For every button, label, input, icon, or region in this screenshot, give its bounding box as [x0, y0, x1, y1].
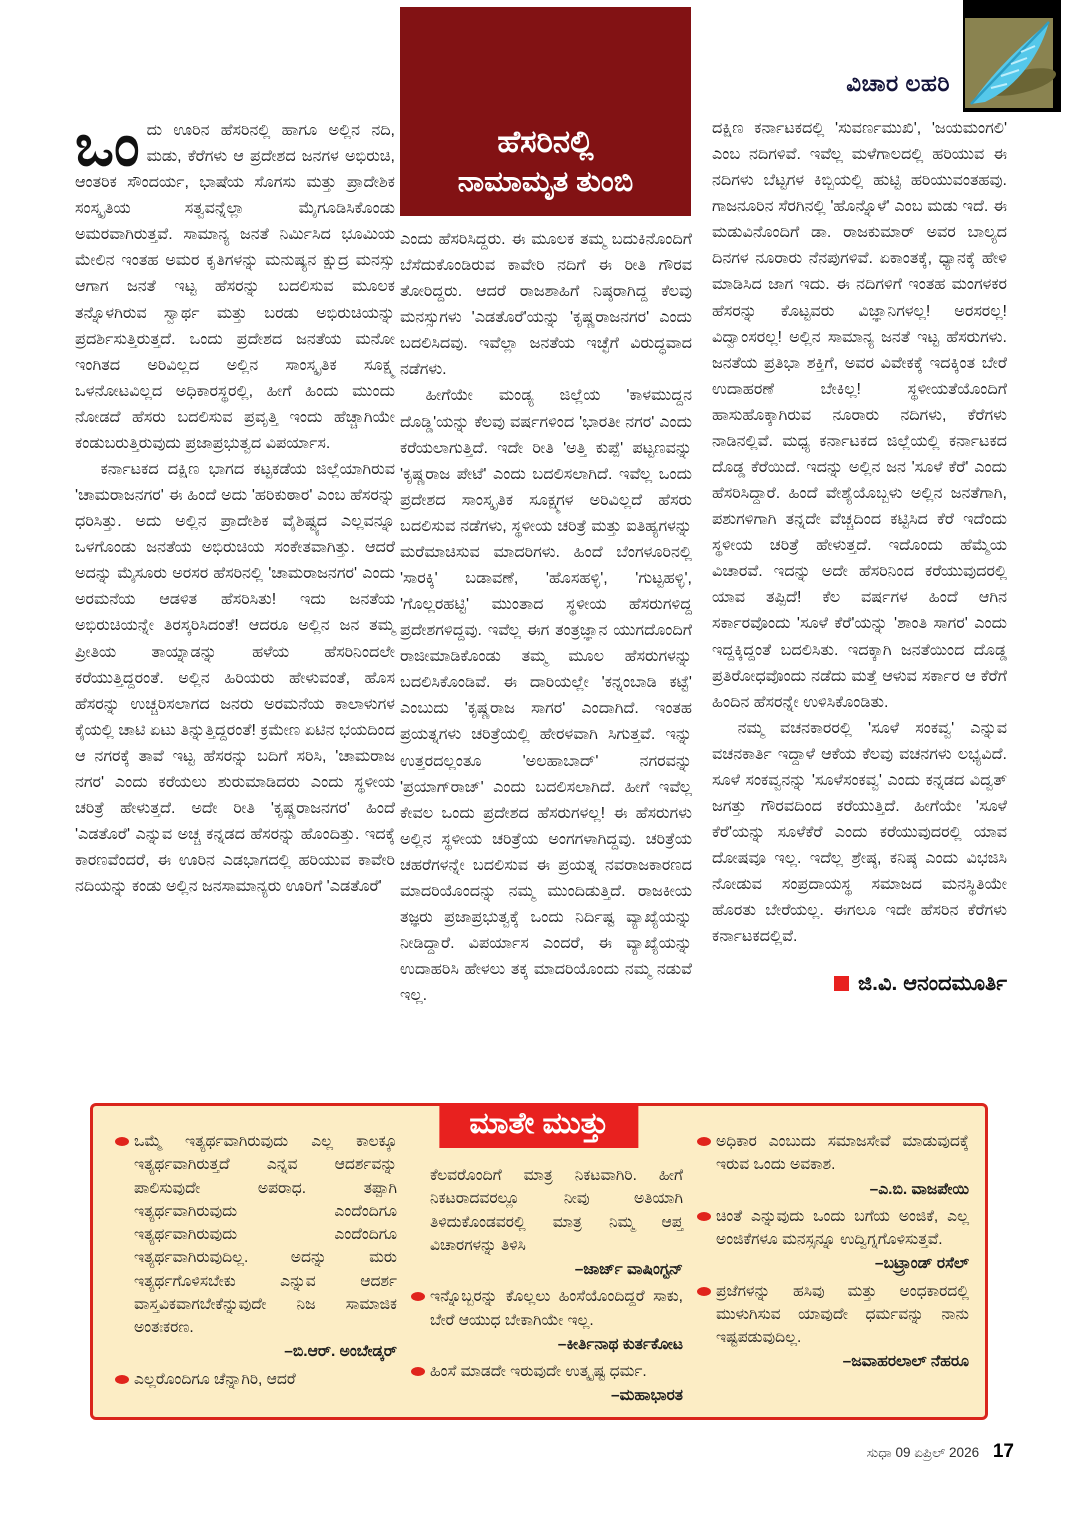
quote-item [697, 1280, 969, 1374]
article-title-line2: ನಾಮಾಮೃತ ತುಂಬಿ [457, 165, 634, 198]
issue-date: 09 ಏಪ್ರಿಲ್ 2026 [895, 1445, 980, 1460]
quote-text: ಹಿಂಸೆ ಮಾಡದೇ ಇರುವುದೇ ಉತ್ಕೃಷ್ಟ ಧರ್ಮ. [430, 1363, 647, 1380]
quote-item [115, 1368, 397, 1391]
article-column-1 [75, 113, 395, 900]
article-title-box [400, 7, 691, 216]
quote-attribution: –ಜಾರ್ಜ್ ವಾಷಿಂಗ್ಟನ್ [574, 1261, 683, 1278]
article-title-line1: ಹೆಸರಿನಲ್ಲಿ [497, 124, 594, 160]
paragraph [75, 113, 395, 457]
quote-text: ಒಮ್ಮೆ ಇತ್ಯರ್ಥವಾಗಿರುವುದು ಎಲ್ಲ ಕಾಲಕ್ಕೂ ಇತ್ಯರ್ಥವಾಗಿರುತ್ತದೆ ಎನ್ನವ ಆದರ್ಶವನ್ನು ಪಾಲಿಸುವುದೇ ಅಪರಾಧ. ತಪ್ಪಾಗಿ ಇತ್ಯರ್ಥವಾಗಿರುವುದು ಎಂದೆಂದಿಗೂ ಇತ್ಯರ್ಥವಾಗಿರುವುದು ಎಂದೆಂದಿಗೂ ಇತ್ಯರ್ಥವಾಗಿರುವುದಿಲ್ಲ. ಅದನ್ನು ಮರು ಇತ್ಯರ್ಥಗೊಳಿಸಬೇಕು ಎನ್ನುವ ಆದರ್ಶ ವಾಸ್ತವಿಕವಾಗಬೇಕೆನ್ನುವುದೇ ನಿಜ ಸಾಮಾಜಿಕ ಅಂತಃಕರಣ. [134, 1133, 397, 1336]
bullet-icon [115, 1137, 129, 1146]
page-footer [867, 1441, 1014, 1463]
quill-feather-icon [965, 18, 1053, 108]
byline-square-icon [834, 976, 849, 991]
quotes-column-2 [411, 1106, 683, 1412]
quote-attribution: –ಬಟ್ರ್ರಾಂಡ್ ರಸೆಲ್ [874, 1255, 969, 1273]
article-column-3 [712, 116, 1007, 1001]
drop-cap: ಒಂ [75, 113, 140, 178]
quote-item [697, 1130, 969, 1201]
quote-text: ಅಧಿಕಾರ ಎಂಬುದು ಸಮಾಜಸೇವೆ ಮಾಡುವುದಕ್ಕೆ ಇರುವ ಒಂದು ಅವಕಾಶ. [716, 1133, 969, 1174]
paragraph: ದಕ್ಷಿಣ ಕರ್ನಾಟಕದಲ್ಲಿ 'ಸುವರ್ಣಮುಖಿ', 'ಜಯಮಂಗಲಿ' ಎಂಬ ನದಿಗಳಿವೆ. ಇವೆಲ್ಲ ಮಳೆಗಾಲದಲ್ಲಿ ಹರಿಯುವ ಈ ನದಿಗಳು ಬೆಟ್ಟಗಳ ಕಿಬ್ಬಿಯಲ್ಲಿ ಹುಟ್ಟಿ ಹರಿಯುವಂತಹವು. ಗಾಜನೂರಿನ ಸೆರಗಿನಲ್ಲಿ 'ಹೊನ್ನೊಳೆ' ಎಂಬ ಮಡು ಇದೆ. ಈ ಮಡುವಿನೊಂದಿಗೆ ಡಾ. ರಾಜಕುಮಾರ್ ಅವರ ಬಾಲ್ಯದ ದಿನಗಳ ನೂರಾರು ನೆನಪುಗಳಿವೆ. ಏಕಾಂತಕ್ಕೆ, ಧ್ಯಾನಕ್ಕೆ ಹೇಳಿ ಮಾಡಿಸಿದ ಜಾಗ ಇದು. ಈ ನದಿಗಳಿಗೆ ಇಂತಹ ಮಂಗಳಕರ ಹೆಸರನ್ನು ಕೊಟ್ಟವರು ವಿಜ್ಞಾನಿಗಳಲ್ಲ! ಅರಸರಲ್ಲ! ವಿದ್ವಾಂಸರಲ್ಲ! ಅಲ್ಲಿನ ಸಾಮಾನ್ಯ ಜನತೆ ಇಟ್ಟ ಹೆಸರುಗಳು. ಜನತೆಯ ಪ್ರತಿಭಾ ಶಕ್ತಿಗೆ, ಅವರ ವಿವೇಕಕ್ಕೆ ಇದಕ್ಕಿಂತ ಬೇರೆ ಉದಾಹರಣೆ ಬೇಕಿಲ್ಲ! ಸ್ಥಳೀಯತೆಯೊಂದಿಗೆ ಹಾಸುಹೊಕ್ಕಾಗಿರುವ ನೂರಾರು ನದಿಗಳು, ಕೆರೆಗಳು ನಾಡಿನಲ್ಲಿವೆ. ಮಧ್ಯ ಕರ್ನಾಟಕದ ಜಿಲ್ಲೆಯಲ್ಲಿ ಕರ್ನಾಟಕದ ದೊಡ್ಡ ಕೆರೆಯಿದೆ. ಇದನ್ನು ಅಲ್ಲಿನ ಜನ 'ಸೂಳೆ ಕೆರೆ' ಎಂದು ಹೆಸರಿಸಿದ್ದಾರೆ. ಹಿಂದೆ ವೇಶ್ಯೆಯೊಬ್ಬಳು ಅಲ್ಲಿನ ಜನತೆಗಾಗಿ, ಪಶುಗಳಿಗಾಗಿ ತನ್ನದೇ ವೆಚ್ಚದಿಂದ ಕಟ್ಟಿಸಿದ ಕೆರೆ ಇದೆಂದು ಸ್ಥಳೀಯ ಚರಿತ್ರೆ ಹೇಳುತ್ತದೆ. ಇದೊಂದು ಹೆಮ್ಮೆಯ ವಿಚಾರವೆ. ಇದನ್ನು ಅದೇ ಹೆಸರಿನಿಂದ ಕರೆಯುವುದರಲ್ಲಿ ಯಾವ ತಪ್ಪಿದೆ! ಕೆಲ ವರ್ಷಗಳ ಹಿಂದೆ ಆಗಿನ ಸರ್ಕಾರವೊಂದು 'ಸೂಳೆ ಕೆರೆ'ಯನ್ನು 'ಶಾಂತಿ ಸಾಗರ' ಎಂದು ಇದ್ದಕ್ಕಿದ್ದಂತೆ ಬದಲಿಸಿತು. ಇದಕ್ಕಾಗಿ ಜನತೆಯಿಂದ ದೊಡ್ಡ ಪ್ರತಿರೋಧವೊಂದು ನಡೆದು ಮತ್ತೆ ಆಳುವ ಸರ್ಕಾರ ಆ ಕೆರೆಗೆ ಹಿಂದಿನ ಹೆಸರನ್ನೇ ಉಳಿಸಿಕೊಂಡಿತು. [712, 120, 1007, 711]
quotes-column-3 [697, 1106, 969, 1378]
quote-text: ಚಿಂತೆ ಎನ್ನುವುದು ಒಂದು ಬಗೆಯ ಅಂಜಿಕೆ, ಎಲ್ಲ ಅಂಜಿಕೆಗಳೂ ಮನಸ್ಸನ್ನೂ ಉದ್ವಿಗ್ನಗೊಳಿಸುತ್ತವೆ. [716, 1207, 969, 1248]
quote-item [411, 1285, 683, 1356]
quote-attribution: –ಬಿ.ಆರ್. ಅಂಬೇಡ್ಕರ್ [284, 1343, 397, 1361]
quote-item [697, 1205, 969, 1276]
quote-text: ಕೆಲವರೊಂದಿಗೆ ಮಾತ್ರ ನಿಕಟವಾಗಿರಿ. ಹೀಗೆ ನಿಕಟರಾದವರಲ್ಲೂ ನೀವು ಅತಿಯಾಗಿ ತಿಳಿದುಕೊಂಡವರಲ್ಲಿ ಮಾತ್ರ ನಿಮ್ಮ ಆಪ್ತ ವಿಚಾರಗಳನ್ನು ತಿಳಿಸಿ [430, 1167, 683, 1254]
section-label: ವಿಚಾರ ಲಹರಿ [846, 70, 950, 96]
bullet-icon [411, 1292, 425, 1301]
quote-attribution: –ಜವಾಹರಲಾಲ್ ನೆಹರೂ [842, 1353, 969, 1371]
bullet-icon [697, 1287, 711, 1296]
bullet-icon [115, 1375, 129, 1384]
paragraph: ಕರ್ನಾಟಕದ ದಕ್ಷಿಣ ಭಾಗದ ಕಟ್ಟಕಡೆಯ ಜಿಲ್ಲೆಯಾಗಿರುವ 'ಚಾಮರಾಜನಗರ' ಈ ಹಿಂದೆ ಅದು 'ಹರಿಕುಠಾರ' ಎಂಬ ಹೆಸರನ್ನು ಧರಿಸಿತ್ತು. ಅದು ಅಲ್ಲಿನ ಪ್ರಾದೇಶಿಕ ವೈಶಿಷ್ಟ್ಯದ ಎಲ್ಲವನ್ನೂ ಒಳಗೊಂಡು ಜನತೆಯ ಅಭಿರುಚಿಯ ಸಂಕೇತವಾಗಿತ್ತು. ಆದರೆ ಅದನ್ನು ಮೈಸೂರು ಅರಸರ ಹೆಸರಿನಲ್ಲಿ 'ಚಾಮರಾಜನಗರ' ಎಂದು ಅರಮನೆಯ ಆಡಳಿತ ಹೆಸರಿಸಿತು! ಇದು ಜನತೆಯ ಅಭಿರುಚಿಯನ್ನೇ ತಿರಸ್ಕರಿಸಿದಂತೆ! ಆದರೂ ಅಲ್ಲಿನ ಜನ ತಮ್ಮ ಪ್ರೀತಿಯ ತಾಯ್ನಾಡನ್ನು ಹಳೆಯ ಹೆಸರಿನಿಂದಲೇ ಕರೆಯುತ್ತಿದ್ದರಂತೆ. ಅಲ್ಲಿನ ಹಿರಿಯರು ಹೇಳುವಂತೆ, ಹೊಸ ಹೆಸರನ್ನು ಉಚ್ಚರಿಸಲಾಗದ ಜನರು ಅರಮನೆಯ ಕಾಲಾಳುಗಳ ಕೈಯಲ್ಲಿ ಚಾಟಿ ಏಟು ತಿನ್ನುತ್ತಿದ್ದರಂತೆ! ಕ್ರಮೇಣ ಏಟಿನ ಭಯದಿಂದ ಆ ನಗರಕ್ಕೆ ತಾವೆ ಇಟ್ಟ ಹೆಸರನ್ನು ಬದಿಗೆ ಸರಿಸಿ, 'ಚಾಮರಾಜ ನಗರ' ಎಂದು ಕರೆಯಲು ಶುರುಮಾಡಿದರು ಎಂದು ಸ್ಥಳೀಯ ಚರಿತ್ರೆ ಹೇಳುತ್ತದೆ. ಅದೇ ರೀತಿ 'ಕೃಷ್ಣರಾಜನಗರ' ಹಿಂದೆ 'ಎಡತೊರೆ' ಎನ್ನುವ ಅಚ್ಚ ಕನ್ನಡದ ಹೆಸರನ್ನು ಹೊಂದಿತ್ತು. ಇದಕ್ಕೆ ಕಾರಣವೆಂದರೆ, ಈ ಊರಿನ ಎಡಭಾಗದಲ್ಲಿ ಹರಿಯುವ ಕಾವೇರಿ ನದಿಯನ್ನು ಕಂಡು ಅಲ್ಲಿನ ಜನಸಾಮಾನ್ಯರು ಊರಿಗೆ 'ಎಡತೊರೆ' [75, 461, 395, 896]
quotes-box-title: ಮಾತೇ ಮುತ್ತು [439, 1103, 638, 1148]
bullet-spacer [411, 1171, 425, 1180]
quote-text: ಇನ್ನೊಬ್ಬರನ್ನು ಕೊಲ್ಲಲು ಹಿಂಸೆಯೊಂದಿದ್ದರೆ ಸಾಕು, ಬೇರೆ ಆಯುಧ ಬೇಕಾಗಿಯೇ ಇಲ್ಲ. [430, 1288, 683, 1329]
quote-text: ಪ್ರಜೆಗಳನ್ನು ಹಸಿವು ಮತ್ತು ಅಂಧಕಾರದಲ್ಲಿ ಮುಳುಗಿಸುವ ಯಾವುದೇ ಧರ್ಮವನ್ನು ನಾನು ಇಷ್ಟಪಡುವುದಿಲ್ಲ. [716, 1282, 969, 1346]
paragraph: ಎಂದು ಹೆಸರಿಸಿದ್ದರು. ಈ ಮೂಲಕ ತಮ್ಮ ಬದುಕಿನೊಂದಿಗೆ ಬೆಸೆದುಕೊಂಡಿರುವ ಕಾವೇರಿ ನದಿಗೆ ಈ ರೀತಿ ಗೌರವ ತೋರಿದ್ದರು. ಆದರೆ ರಾಜಶಾಹಿಗೆ ನಿಷ್ಠರಾಗಿದ್ದ ಕೆಲವು ಮನಸ್ಸುಗಳು 'ಎಡತೊರೆ'ಯನ್ನು 'ಕೃಷ್ಣರಾಜನಗರ' ಎಂದು ಬದಲಿಸಿದವು. ಇವೆಲ್ಲಾ ಜನತೆಯ ಇಚ್ಛೆಗೆ ವಿರುದ್ಧವಾದ ನಡೆಗಳು. [400, 231, 692, 379]
bullet-icon [697, 1137, 711, 1146]
quote-attribution: –ಮಹಾಭಾರತ [610, 1387, 683, 1405]
article-column-2 [400, 227, 692, 1009]
quote-item [115, 1130, 397, 1364]
section-logo [963, 0, 1061, 112]
magazine-name: ಸುಧಾ [866, 1445, 892, 1460]
quote-attribution: –ಎ.ಬಿ. ವಾಜಪೇಯಿ [869, 1180, 969, 1198]
page-number: 17 [992, 1441, 1014, 1462]
bullet-icon [411, 1367, 425, 1376]
quote-item [411, 1164, 683, 1281]
paragraph-text: ದು ಊರಿನ ಹೆಸರಿನಲ್ಲಿ ಹಾಗೂ ಅಲ್ಲಿನ ನದಿ, ಮಡು, ಕೆರೆಗಳು ಆ ಪ್ರದೇಶದ ಜನಗಳ ಅಭಿರುಚಿ, ಆಂತರಿಕ ಸೌಂದರ್ಯ, ಭಾಷೆಯ ಸೊಗಸು ಮತ್ತು ಪ್ರಾದೇಶಿಕ ಸಂಸ್ಕೃತಿಯ ಸತ್ವವನ್ನೆಲ್ಲಾ ಮೈಗೂಡಿಸಿಕೊಂಡು ಅಮರವಾಗಿರುತ್ತವೆ. ಸಾಮಾನ್ಯ ಜನತೆ ನಿರ್ಮಿಸಿದ ಭೂಮಿಯ ಮೇಲಿನ ಇಂತಹ ಅಮರ ಕೃತಿಗಳನ್ನು ಮನುಷ್ಯನ ಕ್ಷುದ್ರ ಮನಸ್ಸು ಆಗಾಗ ಜನತೆ ಇಟ್ಟ ಹೆಸರನ್ನು ಬದಲಿಸುವ ಮೂಲಕ ತನ್ನೊಳಗಿರುವ ಸ್ವಾರ್ಥ ಮತ್ತು ಬರಡು ಅಭಿರುಚಿಯನ್ನು ಪ್ರದರ್ಶಿಸುತ್ತಿರುತ್ತದೆ. ಒಂದು ಪ್ರದೇಶದ ಜನತೆಯ ಮನೋ ಇಂಗಿತದ ಅರಿವಿಲ್ಲದ ಅಲ್ಲಿನ ಸಾಂಸ್ಕೃತಿಕ ಸೂಕ್ಷ್ಮ ಒಳನೋಟವಿಲ್ಲದ ಅಧಿಕಾರಸ್ಥರಲ್ಲಿ, ಹೀಗೆ ಹಿಂದು ಮುಂದು ನೋಡದೆ ಹೆಸರು ಬದಲಿಸುವ ಪ್ರವೃತ್ತಿ ಇಂದು ಹೆಚ್ಚಾಗಿಯೇ ಕಂಡುಬರುತ್ತಿರುವುದು ಪ್ರಜಾಪ್ರಭುತ್ವದ ವಿಪರ್ಯಾಸ. [75, 122, 395, 452]
author-name: ಜಿ.ವಿ. ಆನಂದಮೂರ್ತಿ [858, 971, 1007, 995]
quote-text: ಎಲ್ಲರೊಂದಿಗೂ ಚೆನ್ನಾಗಿರಿ, ಆದರೆ [134, 1370, 296, 1388]
paragraph: ನಮ್ಮ ವಚನಕಾರರಲ್ಲಿ 'ಸೂಳೆ ಸಂಕವ್ವ' ಎನ್ನುವ ವಚನಕಾರ್ತಿ ಇದ್ದಾಳೆ ಆಕೆಯ ಕೆಲವು ವಚನಗಳು ಲಭ್ಯವಿದೆ. ಸೂಳೆ ಸಂಕವ್ವನನ್ನು 'ಸೂಳೆಸಂಕವ್ವ' ಎಂದು ಕನ್ನಡದ ವಿದ್ವತ್ ಜಗತ್ತು ಗೌರವದಿಂದ ಕರೆಯುತ್ತಿದೆ. ಹೀಗೆಯೇ 'ಸೂಳೆ ಕೆರೆ'ಯನ್ನು ಸೂಳೆಕೆರೆ ಎಂದು ಕರೆಯುವುದರಲ್ಲಿ ಯಾವ ದೋಷವೂ ಇಲ್ಲ. ಇದೆಲ್ಲ ಶ್ರೇಷ್ಠ, ಕನಿಷ್ಠ ಎಂದು ವಿಭಜಿಸಿ ನೋಡುವ ಸಂಪ್ರದಾಯಸ್ಥ ಸಮಾಜದ ಮನಸ್ಥಿತಿಯೇ ಹೊರತು ಬೇರೆಯಲ್ಲ. ಈಗಲೂ ಇದೇ ಹೆಸರಿನ ಕೆರೆಗಳು ಕರ್ನಾಟಕದಲ್ಲಿವೆ. [712, 719, 1007, 946]
paragraph: ಹೀಗೆಯೇ ಮಂಡ್ಯ ಜಿಲ್ಲೆಯ 'ಕಾಳಮುದ್ದನ ದೊಡ್ಡಿ'ಯನ್ನು ಕೆಲವು ವರ್ಷಗಳಿಂದ 'ಭಾರತೀ ನಗರ' ಎಂದು ಕರೆಯಲಾಗುತ್ತಿದೆ. ಇದೇ ರೀತಿ 'ಅತ್ತಿ ಕುಪ್ಪೆ' ಪಟ್ಟಣವನ್ನು 'ಕೃಷ್ಣರಾಜ ಪೇಟೆ' ಎಂದು ಬದಲಿಸಲಾಗಿದೆ. ಇವೆಲ್ಲ ಒಂದು ಪ್ರದೇಶದ ಸಾಂಸ್ಕೃತಿಕ ಸೂಕ್ಷ್ಮಗಳ ಅರಿವಿಲ್ಲದೆ ಹೆಸರು ಬದಲಿಸುವ ನಡೆಗಳು, ಸ್ಥಳೀಯ ಚರಿತ್ರೆ ಮತ್ತು ಐತಿಹ್ಯಗಳನ್ನು ಮರೆಮಾಚಿಸುವ ಮಾದರಿಗಳು. ಹಿಂದೆ ಬೆಂಗಳೂರಿನಲ್ಲಿ 'ಸಾರಕ್ಕಿ' ಬಡಾವಣೆ, 'ಹೊಸಹಳ್ಳಿ', 'ಗುಟ್ಟಹಳ್ಳಿ', 'ಗೊಲ್ಲರಹಟ್ಟಿ' ಮುಂತಾದ ಸ್ಥಳೀಯ ಹೆಸರುಗಳಿದ್ದ ಪ್ರದೇಶಗಳಿದ್ದವು. ಇವೆಲ್ಲ ಈಗ ತಂತ್ರಜ್ಞಾನ ಯುಗದೊಂದಿಗೆ ರಾಜೀಮಾಡಿಕೊಂಡು ತಮ್ಮ ಮೂಲ ಹೆಸರುಗಳನ್ನು ಬದಲಿಸಿಕೊಂಡಿವೆ. ಈ ದಾರಿಯಲ್ಲೇ 'ಕನ್ನಂಬಾಡಿ ಕಟ್ಟೆ' ಎಂಬುದು 'ಕೃಷ್ಣರಾಜ ಸಾಗರ' ಎಂದಾಗಿದೆ. ಇಂತಹ ಪ್ರಯತ್ನಗಳು ಚರಿತ್ರೆಯಲ್ಲಿ ಹೇರಳವಾಗಿ ಸಿಗುತ್ತವೆ. ಇನ್ನು ಉತ್ತರದಲ್ಲಂತೂ 'ಅಲಹಾಬಾದ್' ನಗರವನ್ನು 'ಪ್ರಯಾಗ್‌ರಾಜ್' ಎಂದು ಬದಲಿಸಲಾಗಿದೆ. ಹೀಗೆ ಇವೆಲ್ಲ ಕೇವಲ ಒಂದು ಪ್ರದೇಶದ ಹೆಸರುಗಳಲ್ಲ! ಈ ಹೆಸರುಗಳು ಅಲ್ಲಿನ ಸ್ಥಳೀಯ ಚರಿತ್ರೆಯ ಅಂಗಗಳಾಗಿದ್ದವು. ಚರಿತ್ರೆಯ ಚಹರೆಗಳನ್ನೇ ಬದಲಿಸುವ ಈ ಪ್ರಯತ್ನ ನವರಾಜಕಾರಣದ ಮಾದರಿಯೊಂದನ್ನು ನಮ್ಮ ಮುಂದಿಡುತ್ತಿದೆ. ರಾಜಕೀಯ ತಜ್ಞರು ಪ್ರಜಾಪ್ರಭುತ್ವಕ್ಕೆ ಒಂದು ನಿರ್ದಿಷ್ಟ ವ್ಯಾಖ್ಯೆಯನ್ನು ನೀಡಿದ್ದಾರೆ. ವಿಪರ್ಯಾಸ ಎಂದರೆ, ಈ ವ್ಯಾಖ್ಯೆಯನ್ನು ಉದಾಹರಿಸಿ ಹೇಳಲು ತಕ್ಕ ಮಾದರಿಯೊಂದು ನಮ್ಮ ನಡುವೆ ಇಲ್ಲ. [400, 387, 692, 1005]
bullet-icon [697, 1212, 711, 1221]
author-byline [712, 967, 1007, 1001]
quote-attribution: –ಕೀರ್ತಿನಾಥ ಕುರ್ತಕೋಟ [557, 1335, 683, 1353]
quotes-column-1 [115, 1106, 397, 1395]
quote-item [411, 1360, 683, 1408]
quotes-box [90, 1103, 988, 1420]
